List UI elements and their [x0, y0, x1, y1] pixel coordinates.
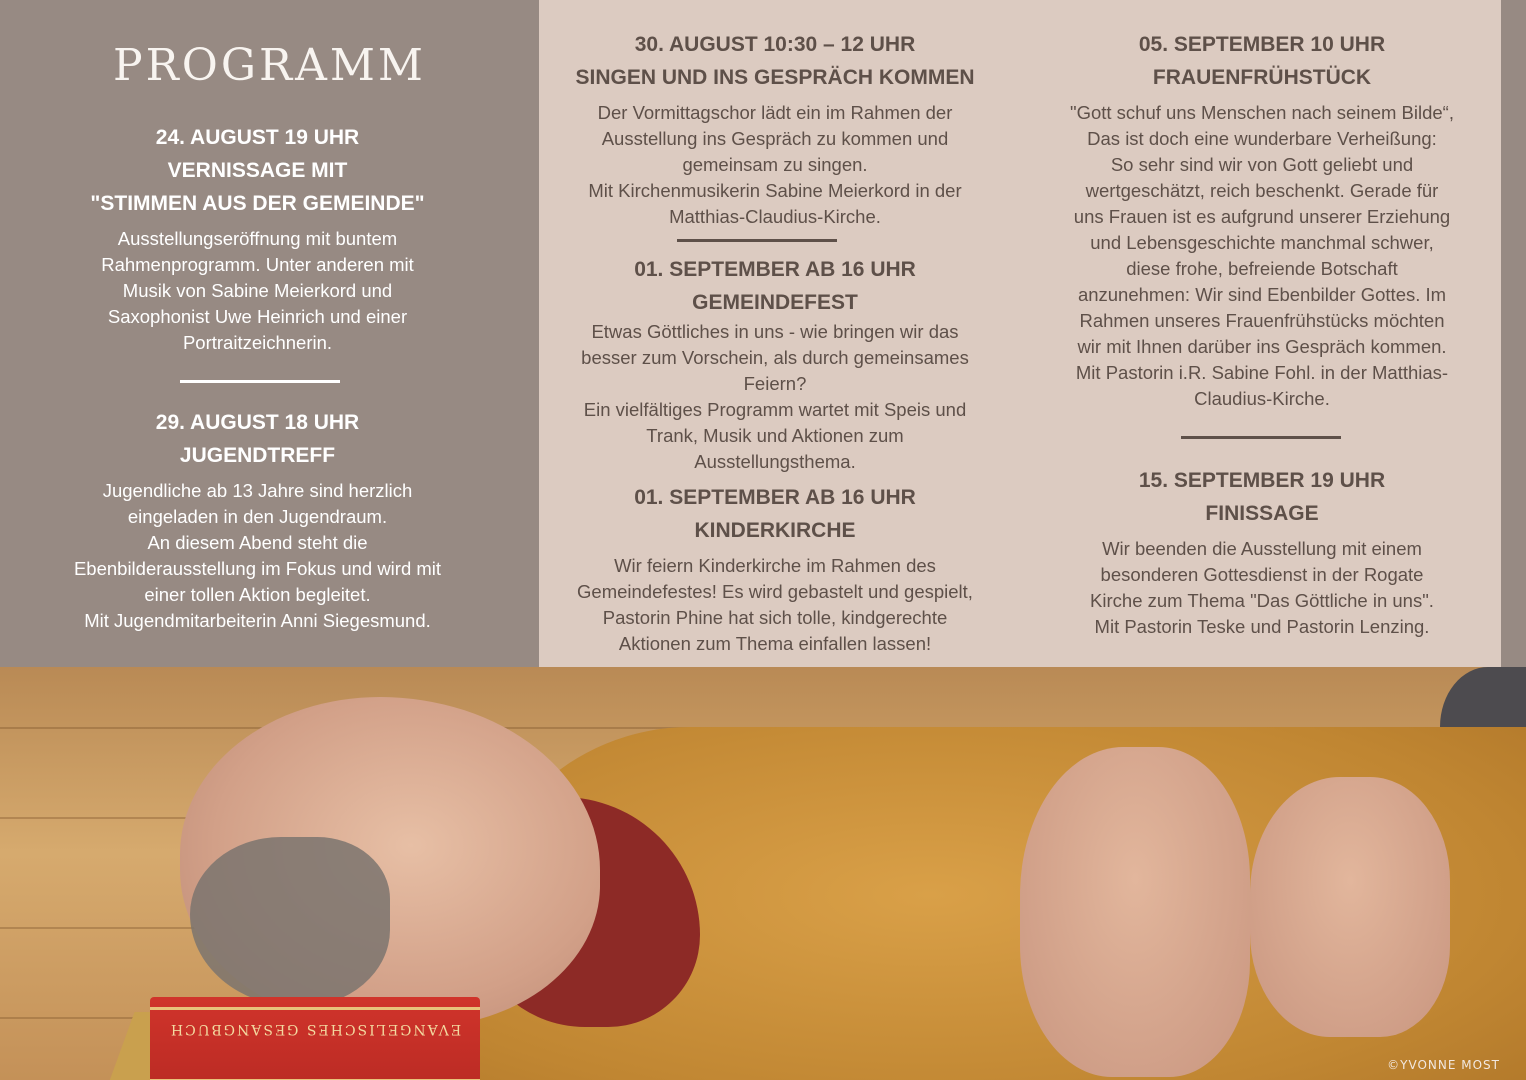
photo-credit: ©YVONNE MOST: [1387, 1058, 1500, 1072]
divider: [1181, 436, 1341, 439]
event-date: 30. AUGUST 10:30 – 12 UHR: [634, 33, 916, 56]
book-spine-label: EVANGELISCHES GESANGBUCH: [168, 1021, 462, 1037]
event-title: FINISSAGE: [1205, 502, 1319, 525]
right-hand: [1250, 777, 1450, 1037]
book-band: [150, 1007, 480, 1010]
page-title: PROGRAMM: [113, 40, 426, 91]
hymnal-book: [150, 997, 480, 1080]
event-date: 15. SEPTEMBER 19 UHR: [1138, 469, 1386, 492]
event-description: Ausstellungseröffnung mit buntem Rahmenprogramm. Unter anderen mit Musik von Sabine Meierkord und Saxophonist Uwe Heinrich und einer Portraitzeichnerin.: [101, 228, 414, 353]
event-description: Wir beenden die Ausstellung mit einem besonderen Gottesdienst in der Rogate Kirche zum Thema "Das Göttliche in uns". Mit Pastorin Teske und Pastorin Lenzing.: [1090, 538, 1434, 637]
event-description: "Gott schuf uns Menschen nach seinem Bilde“, Das ist doch eine wunderbare Verheißung: So sehr sind wir von Gott geliebt und wertgeschätzt, reich beschenkt. Gerade für uns Frauen ist es aufgrund unserer Erziehung und Lebensgeschichte manchmal schwer, diese frohe, befreiende Botschaft anzunehmen: Wir sind Ebenbilder Gottes. Im Rahmen unseres Frauenfrühstücks möchten wir mit Ihnen darüber ins Gespräch kommen. Mit Pastorin i.R. Sabine Fohl. in der Matthias- Claudius-Kirche.: [1070, 102, 1454, 409]
event-description: Etwas Göttliches in uns - wie bringen wir das besser zum Vorschein, als durch gemeinsames Feiern? Ein vielfältiges Programm wartet mit Speis und Trank, Musik und Aktionen zum Ausstellungsthema.: [581, 321, 969, 472]
divider-line: [180, 380, 340, 383]
event-description: Wir feiern Kinderkirche im Rahmen des Gemeindefestes! Es wird gebastelt und gespielt, Pastorin Phine hat sich tolle, kindgerechte Aktionen zum Thema einfallen lassen!: [577, 555, 973, 654]
photo-elderly-man-resting: [0, 667, 1526, 1080]
divider-line: [677, 239, 837, 242]
event-title: VERNISSAGE MIT: [167, 159, 348, 182]
event-title: KINDERKIRCHE: [694, 519, 856, 542]
left-hand: [1020, 747, 1250, 1077]
divider-line: [1181, 436, 1341, 439]
main-panel: [539, 0, 1501, 667]
event-title: GEMEINDEFEST: [692, 291, 858, 314]
event-frauenfruehstueck: [1042, 28, 1482, 412]
grey-hair: [190, 837, 390, 1007]
event-date: 24. AUGUST 19 UHR: [155, 126, 360, 149]
right-edge-strip: [1501, 0, 1526, 667]
event-title: FRAUENFRÜHSTÜCK: [1152, 66, 1372, 89]
event-singen: [550, 28, 1000, 230]
event-jugendtreff: [30, 406, 485, 634]
event-title: JUGENDTREFF: [179, 444, 336, 467]
event-description: Der Vormittagschor lädt ein im Rahmen der Ausstellung ins Gespräch zu kommen und gemeinsam zu singen. Mit Kirchenmusikerin Sabine Meierkord in der Matthias-Claudius-Kirche.: [588, 102, 962, 227]
event-date: 01. SEPTEMBER AB 16 UHR: [634, 258, 916, 281]
event-description: Jugendliche ab 13 Jahre sind herzlich eingeladen in den Jugendraum. An diesem Abend steht die Ebenbilderausstellung im Fokus und wird mit einer tollen Aktion begleitet. Mit Jugendmitarbeiterin Anni Siegesmund.: [73, 480, 442, 631]
event-kinderkirche: [550, 481, 1000, 657]
event-date: 05. SEPTEMBER 10 UHR: [1138, 33, 1386, 56]
event-vernissage: [40, 121, 475, 356]
left-panel: [0, 0, 539, 667]
event-date: 29. AUGUST 18 UHR: [155, 411, 360, 434]
event-title: SINGEN UND INS GESPRÄCH KOMMEN: [575, 66, 975, 89]
divider: [180, 380, 340, 383]
event-date: 01. SEPTEMBER AB 16 UHR: [634, 486, 916, 509]
divider: [677, 239, 837, 242]
event-gemeindefest: [550, 253, 1000, 475]
event-finissage: [1042, 464, 1482, 640]
event-title: "STIMMEN AUS DER GEMEINDE": [90, 192, 425, 215]
